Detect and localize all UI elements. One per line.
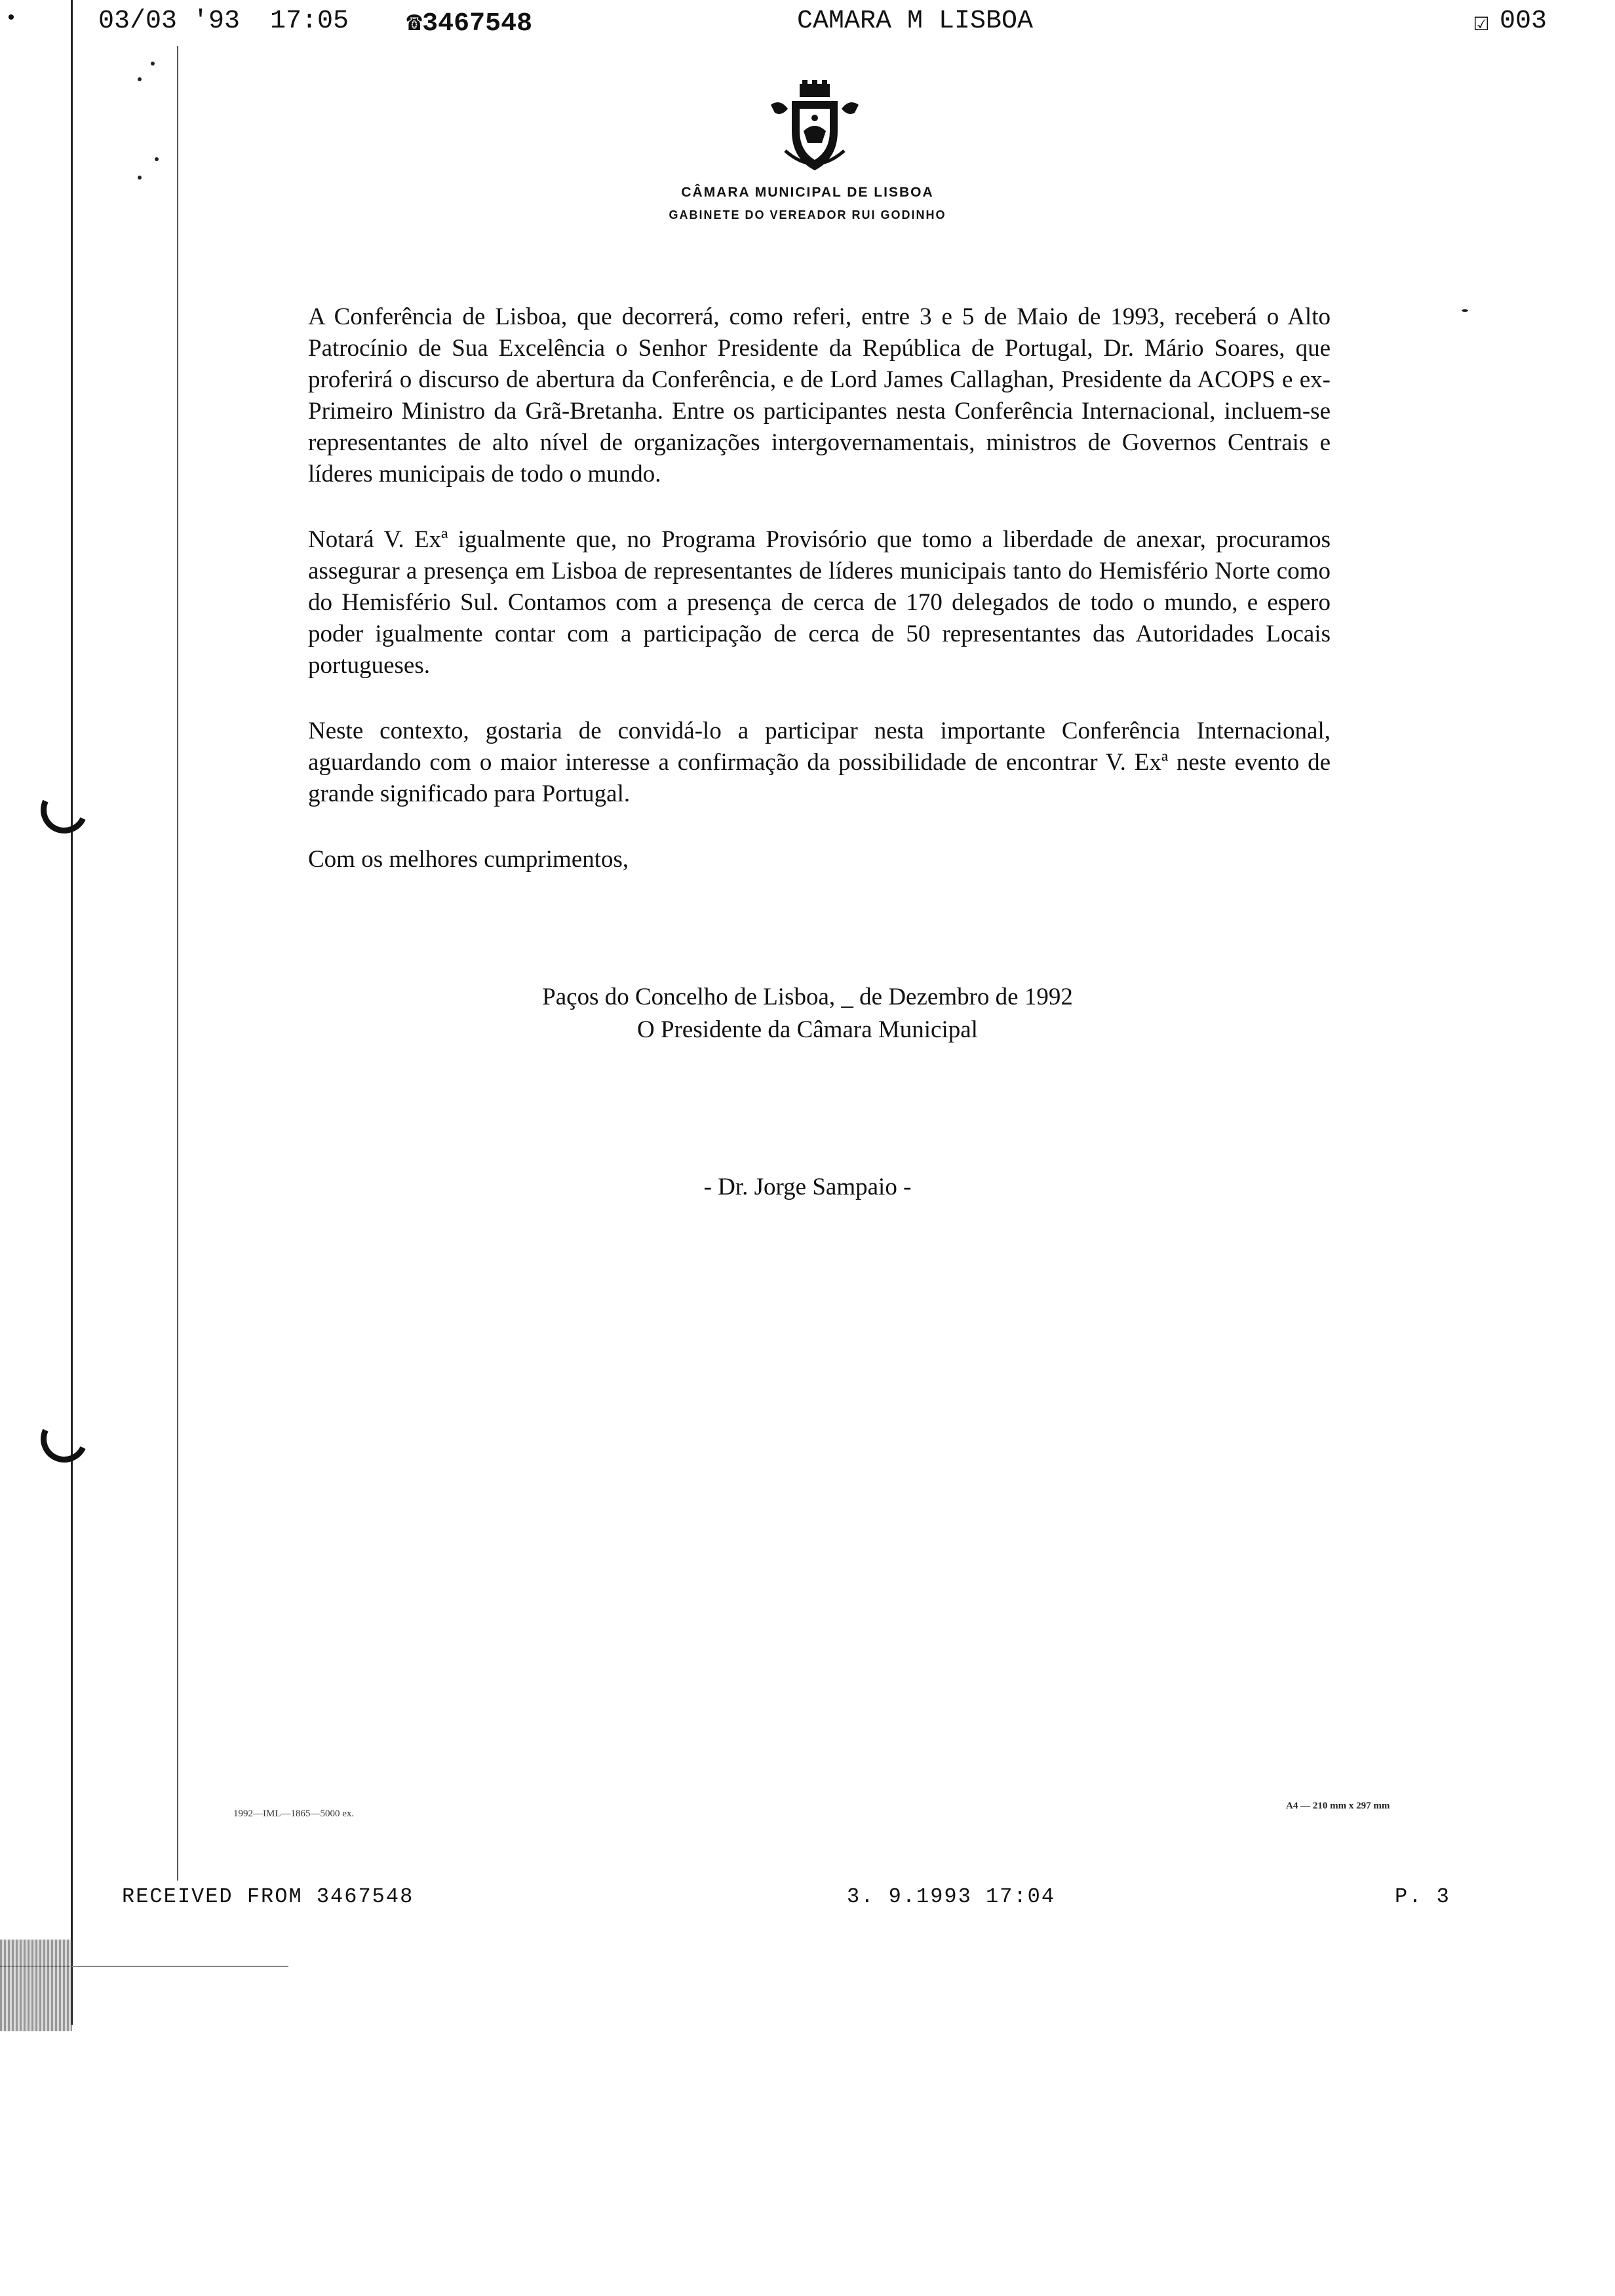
received-timestamp: 3. 9.1993 17:04 — [847, 1885, 1056, 1909]
form-code: 1992—IML—1865—5000 ex. — [233, 1808, 355, 1819]
fax-footer — [0, 1885, 1615, 1917]
closing-title: O Presidente da Câmara Municipal — [637, 1016, 978, 1043]
fax-header — [0, 4, 1615, 43]
paper-size-note: A4 — 210 mm x 297 mm — [1286, 1801, 1390, 1811]
punch-hole-mark — [34, 1409, 94, 1469]
received-from: RECEIVED FROM 3467548 — [122, 1885, 414, 1909]
speck-mark — [155, 157, 159, 161]
coat-of-arms-icon — [766, 79, 864, 177]
punch-hole-mark — [34, 780, 94, 840]
speck-mark — [138, 176, 142, 180]
margin-line-inner — [177, 46, 178, 1881]
organization-name: CÂMARA MUNICIPAL DE LISBOA — [681, 185, 934, 200]
speck-mark — [1462, 309, 1468, 312]
paragraph: Com os melhores cumprimentos, — [308, 846, 629, 873]
paragraph: A Conferência de Lisboa, que decorrerá, como referi, entre 3 e 5 de Maio de 1993, receberá o Alto Patrocínio de Sua Excelência o Senhor Presidente da República de Portugal, Dr. Mário Soares, que proferirá o discurso de abertura da Conferência, e de Lord James Callaghan, Presidente da ACOPS e ex-Primeiro Ministro da Grã-Bretanha. Entre os participantes nesta Conferência Internacional, incluem-se representantes de alto nível de organizações intergovernamentais, ministros de Governos Centrais e líderes municipais de todo o mundo. — [308, 303, 1331, 488]
speck-mark — [151, 62, 155, 66]
letter-body — [308, 301, 1331, 909]
paragraph: Notará V. Exª igualmente que, no Programa Provisório que tomo a liberdade de anexar, procuramos assegurar a presença em Lisboa de representantes de líderes municipais tanto do Hemisfério Norte como do Hemisfério Sul. Contamos com a presença de cerca de 170 delegados de todo o mundo, e espero poder igualmente contar com a participação de cerca de 50 representantes das Autoridades Locais portugueses. — [308, 526, 1331, 679]
margin-line — [71, 0, 73, 2025]
fax-time: 17:05 — [270, 7, 349, 36]
paragraph: Neste contexto, gostaria de convidá-lo a participar nesta importante Conferência Internacional, aguardando com o maior interesse a confirmação da possibilidade de encontrar V. Exª neste evento de grande significado para Portugal. — [308, 718, 1331, 807]
closing-place-date: Paços do Concelho de Lisboa, _ de Dezembro de 1992 — [542, 984, 1073, 1010]
received-page: P. 3 — [1395, 1885, 1450, 1909]
fax-page-icon: ☑ — [1473, 9, 1490, 39]
fax-page-number: 003 — [1500, 7, 1547, 36]
scan-artifact-noise — [0, 1940, 72, 2031]
fax-phone: ☎3467548 — [406, 9, 533, 39]
speck-mark — [138, 77, 142, 81]
fax-date: 03/03 '93 — [98, 7, 241, 36]
office-name: GABINETE DO VEREADOR RUI GODINHO — [669, 208, 946, 221]
signatory-name: - Dr. Jorge Sampaio - — [703, 1174, 912, 1200]
fax-sender: CAMARA M LISBOA — [797, 7, 1034, 36]
bullet-mark: • — [5, 8, 18, 30]
